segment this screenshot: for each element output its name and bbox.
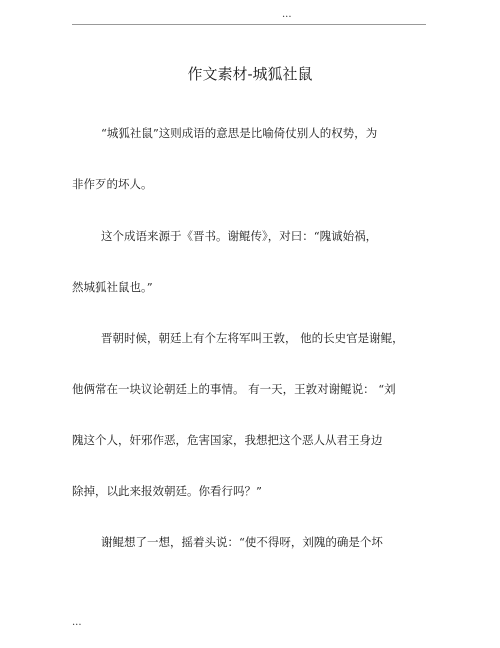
paragraph-line: 非作歹的坏人。 <box>72 177 153 191</box>
paragraph-line: 隗这个人，奸邪作恶，危害国家，我想把这个恶人从君王身边 <box>72 433 383 447</box>
paragraph-line: 除掉，以此来报效朝廷。你看行吗？” <box>72 484 262 498</box>
paragraph-line: 这个成语来源于《晋书。谢鲲传》，对曰：“隗诚始祸， <box>101 229 378 243</box>
paragraph-line: 他俩常在一块议论朝廷上的事情。 有一天，王敦对谢鲲说： “刘 <box>72 382 396 396</box>
paragraph-line: 晋朝时候，朝廷上有个左将军叫王敦， 他的长史官是谢鲲， <box>101 331 404 345</box>
paragraph-line: “城狐社鼠”这则成语的意思是比喻倚仗别人的权势，为 <box>101 126 378 140</box>
header-rule <box>72 24 426 25</box>
footer-ellipsis: ... <box>72 617 82 628</box>
paragraph-line: 然城狐社鼠也。” <box>72 280 153 294</box>
header-ellipsis: ... <box>282 9 292 20</box>
document-title: 作文素材-城狐社鼠 <box>187 65 313 83</box>
paragraph-line: 谢鲲想了一想，摇着头说：“使不得呀，刘隗的确是个坏 <box>101 535 383 549</box>
